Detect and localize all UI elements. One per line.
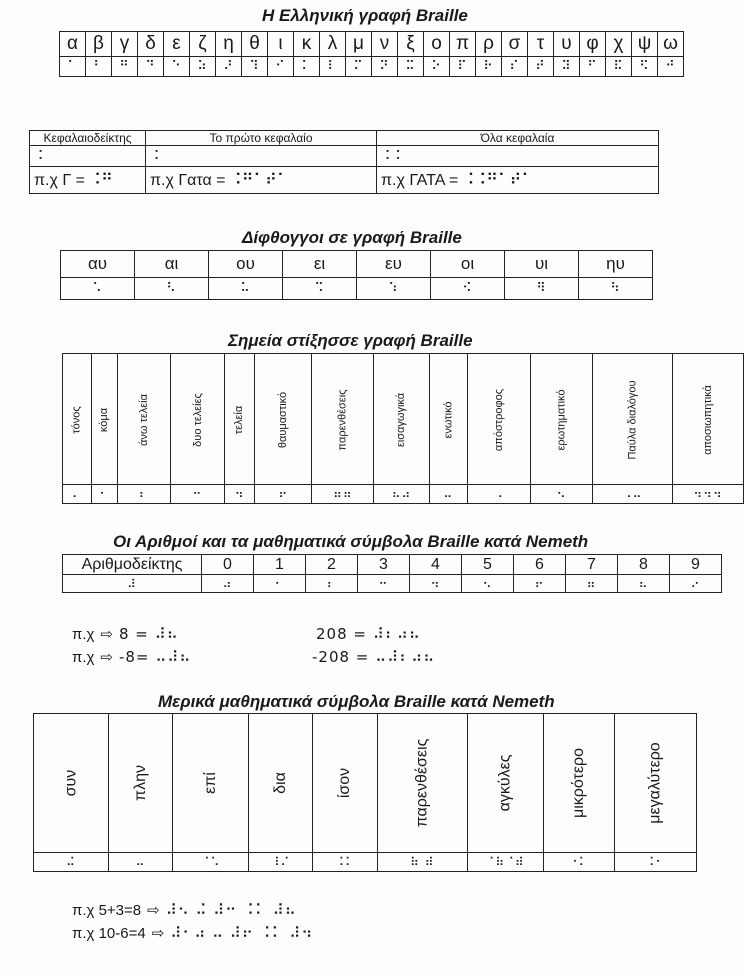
math-table xyxy=(33,713,697,872)
number-braille-cell: ⠶ xyxy=(566,575,618,593)
letter-braille-cell: ⠹ xyxy=(242,57,268,77)
diphthong-cell: υι xyxy=(505,251,579,278)
number-cell: 8 xyxy=(618,555,670,575)
letter-braille-cell: ⠝ xyxy=(372,57,398,77)
math-symbol-cell-text: μικρότερο xyxy=(569,748,587,818)
punctuation-braille-cell: ⠢ xyxy=(531,485,593,504)
punctuation-braille-cell: ⠶⠶ xyxy=(312,485,374,504)
letter-braille-cell: ⠁ xyxy=(60,57,86,77)
math-braille-cell: ⠨⠂ xyxy=(614,853,696,872)
number-cell: 2 xyxy=(306,555,358,575)
diphthong-cell: αυ xyxy=(61,251,135,278)
punctuation-cell xyxy=(312,354,374,485)
letter-braille-cell: ⠎ xyxy=(502,57,528,77)
punctuation-cell-text: ενωτικό xyxy=(442,401,455,439)
punctuation-braille-cell: ⠆ xyxy=(117,485,170,504)
number-cell: 6 xyxy=(514,555,566,575)
letter-cell: ρ xyxy=(476,32,502,57)
number-braille-cell: ⠢ xyxy=(462,575,514,593)
diphthong-braille-cell: ⠡ xyxy=(61,278,135,300)
arrow-right-icon: ⇨ xyxy=(100,626,113,643)
letter-cell: ν xyxy=(372,32,398,57)
punctuation-cell xyxy=(467,354,530,485)
math-braille-cell: ⠐⠅ xyxy=(543,853,614,872)
letter-cell: π xyxy=(450,32,476,57)
math-symbol-cell-text: πλην xyxy=(131,765,149,801)
punctuation-cell-text: αποσιωπητικά xyxy=(702,385,715,455)
number-cell: 7 xyxy=(566,555,618,575)
punctuation-braille-cell: ⠦⠴ xyxy=(374,485,429,504)
math-example: π.χ 10-6=4 ⇨ ⠼⠂⠴ ⠤ ⠼⠖ ⠨⠅ ⠼⠲ xyxy=(72,924,314,942)
capital-example: π.χ Γ = ⠨⠛ xyxy=(30,167,146,194)
math-braille-cell: ⠤ xyxy=(109,853,173,872)
punctuation-cell-text: Παύλα διαλόγου xyxy=(626,380,639,460)
arrow-right-icon: ⇨ xyxy=(100,649,113,666)
math-symbol-cell-text: αγκύλες xyxy=(496,754,514,812)
letter-cell: ψ xyxy=(632,32,658,57)
number-braille-cell: ⠦ xyxy=(618,575,670,593)
number-cell: 1 xyxy=(254,555,306,575)
number-braille-cell: ⠆ xyxy=(306,575,358,593)
letter-cell: β xyxy=(86,32,112,57)
capital-example: π.χ ΓΑΤΑ = ⠨⠨⠛⠁⠞⠁ xyxy=(377,167,659,194)
math-symbol-cell xyxy=(467,714,543,853)
letter-braille-cell: ⠭ xyxy=(398,57,424,77)
capital-braille: ⠨ xyxy=(30,146,146,167)
math-braille-cell: ⠈⠡ xyxy=(173,853,249,872)
number-example: 208 = ⠼⠆⠴⠦ xyxy=(316,625,421,643)
math-symbol-cell xyxy=(378,714,468,853)
diphthong-cell: ου xyxy=(209,251,283,278)
number-braille-cell: ⠒ xyxy=(358,575,410,593)
diphthong-braille-cell: ⠥ xyxy=(209,278,283,300)
punctuation-cell-text: εισαγωγικά xyxy=(395,392,408,448)
letter-braille-cell: ⠫ xyxy=(632,57,658,77)
punctuation-title: Σημεία στίξησσε γραφή Braille xyxy=(228,331,473,350)
letter-cell: τ xyxy=(528,32,554,57)
math-symbol-cell xyxy=(313,714,378,853)
number-example: -208 = ⠤⠼⠆⠴⠦ xyxy=(312,648,436,666)
math-symbol-cell xyxy=(543,714,614,853)
letter-braille-cell: ⠕ xyxy=(424,57,450,77)
letter-cell: α xyxy=(60,32,86,57)
number-cell: 5 xyxy=(462,555,514,575)
number-braille-cell: ⠂ xyxy=(254,575,306,593)
number-cell: 3 xyxy=(358,555,410,575)
letter-cell: ο xyxy=(424,32,450,57)
letter-braille-cell: ⠍ xyxy=(346,57,372,77)
letter-cell: ε xyxy=(164,32,190,57)
diphthongs-table xyxy=(60,250,653,300)
number-braille-cell: ⠲ xyxy=(410,575,462,593)
math-braille-cell: ⠨⠅ xyxy=(313,853,378,872)
diphthong-cell: αι xyxy=(135,251,209,278)
diphthong-braille-cell: ⠱ xyxy=(357,278,431,300)
capital-header: Κεφαλαιοδείκτης xyxy=(30,131,146,146)
math-symbol-cell-text: δια xyxy=(271,772,289,794)
punctuation-braille-cell: ⠲⠲⠲ xyxy=(673,485,744,504)
diphthong-braille-cell: ⠩ xyxy=(283,278,357,300)
punctuation-cell xyxy=(255,354,312,485)
capital-header: Το πρώτο κεφαλαίο xyxy=(146,131,377,146)
punctuation-braille-cell: ⠠ xyxy=(467,485,530,504)
punctuation-cell xyxy=(91,354,117,485)
diphthongs-title: Δίφθογγοι σε γραφή Braille xyxy=(242,228,462,247)
punctuation-cell-text: τελεία xyxy=(233,405,246,435)
math-symbol-cell xyxy=(109,714,173,853)
math-braille-cell: ⠬ xyxy=(34,853,109,872)
letter-braille-cell: ⠙ xyxy=(138,57,164,77)
capital-braille: ⠨⠨ xyxy=(377,146,659,167)
letter-cell: ζ xyxy=(190,32,216,57)
letter-braille-cell: ⠋ xyxy=(580,57,606,77)
diphthong-braille-cell: ⠣ xyxy=(135,278,209,300)
capital-braille: ⠨ xyxy=(146,146,377,167)
math-symbol-cell xyxy=(34,714,109,853)
punctuation-cell-text: παρενθέσεις xyxy=(336,389,349,451)
number-braille-cell: ⠼ xyxy=(63,575,202,593)
punctuation-cell xyxy=(117,354,170,485)
punctuation-cell xyxy=(531,354,593,485)
punctuation-cell-text: τόνος xyxy=(70,406,83,434)
punctuation-cell xyxy=(170,354,225,485)
arrow-right-icon: ⇨ xyxy=(147,902,160,919)
punctuation-braille-cell: ⠒ xyxy=(170,485,225,504)
letter-braille-cell: ⠊ xyxy=(268,57,294,77)
punctuation-braille-cell: ⠄ xyxy=(63,485,92,504)
letter-cell: γ xyxy=(112,32,138,57)
arrow-right-icon: ⇨ xyxy=(151,925,165,942)
math-symbol-cell xyxy=(173,714,249,853)
punctuation-braille-cell: ⠲ xyxy=(225,485,255,504)
punctuation-braille-cell: ⠤ xyxy=(429,485,467,504)
capitals-table xyxy=(29,130,659,194)
punctuation-cell-text: δυο τελείες xyxy=(191,393,204,447)
punctuation-cell xyxy=(63,354,92,485)
math-symbol-cell xyxy=(614,714,696,853)
punctuation-cell xyxy=(225,354,255,485)
punctuation-cell-text: ερωτηματικό xyxy=(555,389,568,451)
letter-braille-cell: ⠞ xyxy=(528,57,554,77)
diphthong-braille-cell: ⠻ xyxy=(505,278,579,300)
math-braille-cell: ⠷ ⠾ xyxy=(378,853,468,872)
letter-cell: θ xyxy=(242,32,268,57)
math-title: Μερικά μαθηματικά σύμβολα Braille κατά Nemeth xyxy=(158,692,555,711)
number-cell: Αριθμοδείκτης xyxy=(63,555,202,575)
letter-braille-cell: ⠗ xyxy=(476,57,502,77)
punctuation-table xyxy=(62,353,744,504)
letter-cell: υ xyxy=(554,32,580,57)
letter-braille-cell: ⠏ xyxy=(450,57,476,77)
capital-header: Όλα κεφαλαία xyxy=(377,131,659,146)
punctuation-cell-text: απόστροφος xyxy=(492,388,505,452)
math-symbol-cell-text: επί xyxy=(201,772,219,794)
number-example: π.χ ⇨ 8 = ⠼⠦ xyxy=(72,625,179,643)
math-braille-cell: ⠈⠷⠈⠾ xyxy=(467,853,543,872)
diphthong-cell: οι xyxy=(431,251,505,278)
diphthong-cell: ηυ xyxy=(579,251,653,278)
numbers-title: Οι Αριθμοί και τα μαθηματικά σύμβολα Braille κατά Nemeth xyxy=(113,532,589,551)
letter-cell: κ xyxy=(294,32,320,57)
math-symbol-cell-text: μεγαλύτερο xyxy=(646,742,664,824)
math-braille-cell: ⠸⠌ xyxy=(249,853,313,872)
number-braille-cell: ⠴ xyxy=(202,575,254,593)
letter-cell: μ xyxy=(346,32,372,57)
letter-cell: φ xyxy=(580,32,606,57)
math-symbol-cell-text: ίσον xyxy=(335,767,353,799)
punctuation-cell xyxy=(429,354,467,485)
letter-cell: η xyxy=(216,32,242,57)
punctuation-braille-cell: ⠖ xyxy=(255,485,312,504)
numbers-table xyxy=(62,554,722,593)
alphabet-table xyxy=(59,31,684,77)
punctuation-cell-text: άνω τελεία xyxy=(137,394,150,446)
punctuation-cell xyxy=(593,354,673,485)
letter-cell: δ xyxy=(138,32,164,57)
letter-cell: ω xyxy=(658,32,684,57)
punctuation-cell-text: κόμα xyxy=(98,407,111,433)
letter-cell: χ xyxy=(606,32,632,57)
number-braille-cell: ⠔ xyxy=(670,575,722,593)
letter-braille-cell: ⠑ xyxy=(164,57,190,77)
number-cell: 9 xyxy=(670,555,722,575)
letter-cell: λ xyxy=(320,32,346,57)
math-symbol-cell xyxy=(249,714,313,853)
diphthong-cell: ει xyxy=(283,251,357,278)
letter-braille-cell: ⠯ xyxy=(606,57,632,77)
punctuation-cell xyxy=(374,354,429,485)
number-braille-cell: ⠖ xyxy=(514,575,566,593)
punctuation-cell-text: θαυμαστικό xyxy=(277,391,290,449)
diphthong-braille-cell: ⠪ xyxy=(431,278,505,300)
number-example: π.χ ⇨ -8= ⠤⠼⠦ xyxy=(72,648,192,666)
diphthong-braille-cell: ⠳ xyxy=(579,278,653,300)
math-example: π.χ 5+3=8 ⇨ ⠼⠢ ⠬ ⠼⠒ ⠨⠅ ⠼⠦ xyxy=(72,901,297,919)
math-symbol-cell-text: παρενθέσεις xyxy=(413,738,431,828)
number-cell: 4 xyxy=(410,555,462,575)
math-symbol-cell-text: συν xyxy=(62,769,79,797)
letter-braille-cell: ⠅ xyxy=(294,57,320,77)
letter-braille-cell: ⠇ xyxy=(320,57,346,77)
alphabet-title: Η Ελληνική γραφή Braille xyxy=(262,6,468,25)
letter-cell: ξ xyxy=(398,32,424,57)
punctuation-braille-cell: ⠂ xyxy=(91,485,117,504)
letter-braille-cell: ⠃ xyxy=(86,57,112,77)
letter-braille-cell: ⠚ xyxy=(658,57,684,77)
punctuation-braille-cell: ⠠⠤ xyxy=(593,485,673,504)
number-cell: 0 xyxy=(202,555,254,575)
letter-braille-cell: ⠵ xyxy=(190,57,216,77)
letter-braille-cell: ⠛ xyxy=(112,57,138,77)
letter-cell: ι xyxy=(268,32,294,57)
letter-cell: σ xyxy=(502,32,528,57)
letter-braille-cell: ⠜ xyxy=(216,57,242,77)
diphthong-cell: ευ xyxy=(357,251,431,278)
letter-braille-cell: ⠽ xyxy=(554,57,580,77)
punctuation-cell xyxy=(673,354,744,485)
capital-example: π.χ Γατα = ⠨⠛⠁⠞⠁ xyxy=(146,167,377,194)
